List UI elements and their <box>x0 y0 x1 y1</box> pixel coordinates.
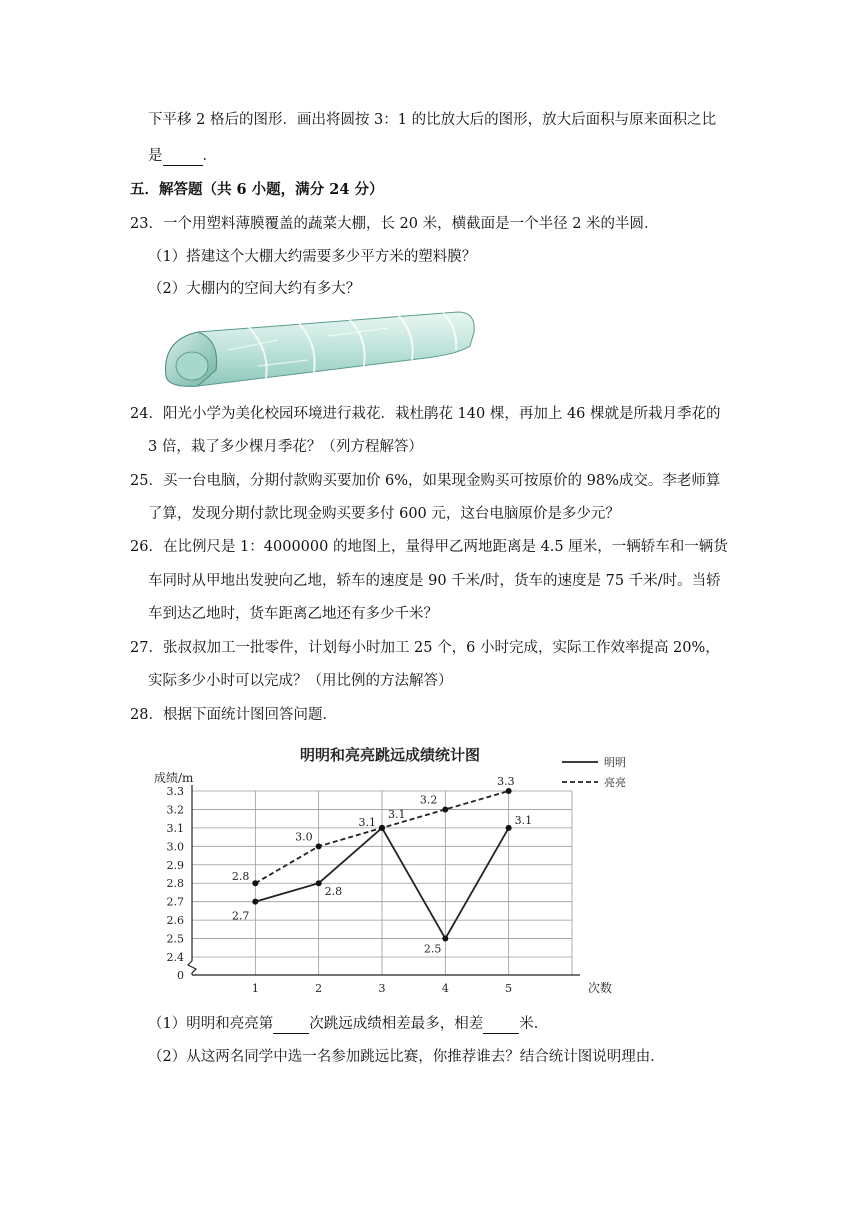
q28-sub1-part-c: 米． <box>519 1016 549 1032</box>
prev-question-prefix: 是 <box>148 148 163 164</box>
answer-blank[interactable] <box>163 165 203 166</box>
y-tick-label: 3.3 <box>166 785 184 798</box>
q28-sub2: （2）从这两名同学中选一名参加跳远比赛，你推荐谁去？结合统计图说明理由． <box>148 1049 665 1065</box>
x-tick-label: 4 <box>441 982 449 995</box>
x-tick-label: 1 <box>251 982 259 995</box>
q28-sub1 <box>148 1014 548 1034</box>
long-jump-line-chart <box>150 738 640 1000</box>
q28-stem: 28．根据下面统计图回答问题． <box>130 707 337 723</box>
y-tick-label: 2.4 <box>166 951 184 964</box>
prev-question-suffix: ． <box>202 148 217 164</box>
greenhouse-illustration <box>158 310 476 390</box>
point-liangliang <box>506 788 512 794</box>
q24-line2: 3 倍，栽了多少棵月季花？（列方程解答） <box>148 439 423 455</box>
q26-line1: 26．在比例尺是 1：4000000 的地图上，量得甲乙两地距离是 4.5 厘米，一辆轿车和一辆货 <box>130 539 728 555</box>
answer-blank-difference[interactable] <box>483 1033 519 1034</box>
q25-line2: 了算，发现分期付款比现金购买要多付 600 元，这台电脑原价是多少元？ <box>148 506 620 522</box>
point-liangliang <box>316 843 322 849</box>
y-axis-break <box>188 961 196 975</box>
chart-title: 明明和亮亮跳远成绩统计图 <box>299 746 481 764</box>
y-axis-label: 成绩/m <box>154 771 194 785</box>
q24-line1: 24．阳光小学为美化校园环境进行栽花．栽杜鹃花 140 棵，再加上 46 棵就是所栽月季花的 <box>130 406 721 422</box>
q27-line2: 实际多少小时可以完成？（用比例的方法解答） <box>148 673 453 689</box>
legend-label-mingming: 明明 <box>604 756 626 769</box>
data-label-liangliang: 3.0 <box>295 830 313 844</box>
data-label-mingming: 3.1 <box>388 807 406 821</box>
answer-blank-round[interactable] <box>273 1033 309 1034</box>
chart-legend <box>562 756 626 789</box>
q28-sub1-part-b: 次跳远成绩相差最多，相差 <box>309 1016 484 1032</box>
point-liangliang <box>442 806 448 812</box>
data-label-liangliang: 3.3 <box>497 775 515 788</box>
y-tick-label: 3.0 <box>166 840 184 854</box>
legend-label-liangliang: 亮亮 <box>604 776 626 789</box>
q28-sub1-part-a: （1）明明和亮亮第 <box>148 1016 274 1032</box>
point-liangliang <box>252 880 258 886</box>
x-tick-label: 3 <box>378 982 386 995</box>
q26-line3: 车到达乙地时，货车距离乙地还有多少千米？ <box>148 606 438 622</box>
prev-question-line1: 下平移 2 格后的图形．画出将圆按 3：1 的比放大后的图形，放大后面积与原来面积之比 <box>148 112 717 128</box>
y-tick-label: 3.2 <box>166 803 184 817</box>
y-tick-label: 2.9 <box>166 858 184 872</box>
data-label-mingming: 2.7 <box>231 909 250 923</box>
y-tick-label: 3.1 <box>166 821 184 835</box>
q23-sub1: （1）搭建这个大棚大约需要多少平方米的塑料膜？ <box>148 249 477 265</box>
y-tick-label: 0 <box>177 969 184 982</box>
y-tick-label: 2.7 <box>166 895 184 909</box>
point-mingming <box>316 880 322 886</box>
data-label-mingming: 2.5 <box>423 942 442 956</box>
point-mingming <box>442 936 448 942</box>
x-axis-label: 次数 <box>588 981 613 995</box>
data-label-liangliang: 3.2 <box>419 793 438 807</box>
section-heading: 五．解答题（共 6 小题，满分 24 分） <box>130 181 384 198</box>
x-tick-label: 5 <box>505 982 513 995</box>
point-liangliang <box>379 825 385 831</box>
point-mingming <box>506 825 512 831</box>
y-tick-label: 2.6 <box>166 914 184 928</box>
y-tick-label: 2.5 <box>166 932 184 946</box>
data-label-liangliang: 3.1 <box>358 815 376 829</box>
x-tick-label: 2 <box>315 982 323 995</box>
data-label-liangliang: 2.8 <box>231 870 250 884</box>
q26-line2: 车同时从甲地出发驶向乙地，轿车的速度是 90 千米/时，货车的速度是 75 千米/时。当轿 <box>148 573 721 589</box>
y-tick-label: 2.8 <box>166 877 184 891</box>
data-label-mingming: 2.8 <box>324 885 343 899</box>
q27-line1: 27．张叔叔加工一批零件，计划每小时加工 25 个，6 小时完成，实际工作效率提高 20%， <box>130 640 720 656</box>
prev-question-line2 <box>148 146 217 166</box>
data-label-mingming: 3.1 <box>514 813 533 827</box>
point-mingming <box>252 899 258 905</box>
q23-stem: 23．一个用塑料薄膜覆盖的蔬菜大棚，长 20 米，横截面是一个半径 2 米的半圆． <box>130 216 659 232</box>
q23-sub2: （2）大棚内的空间大约有多大？ <box>148 281 361 297</box>
q25-line1: 25．买一台电脑，分期付款购买要加价 6%，如果现金购买可按原价的 98%成交。李老师算 <box>130 473 721 489</box>
